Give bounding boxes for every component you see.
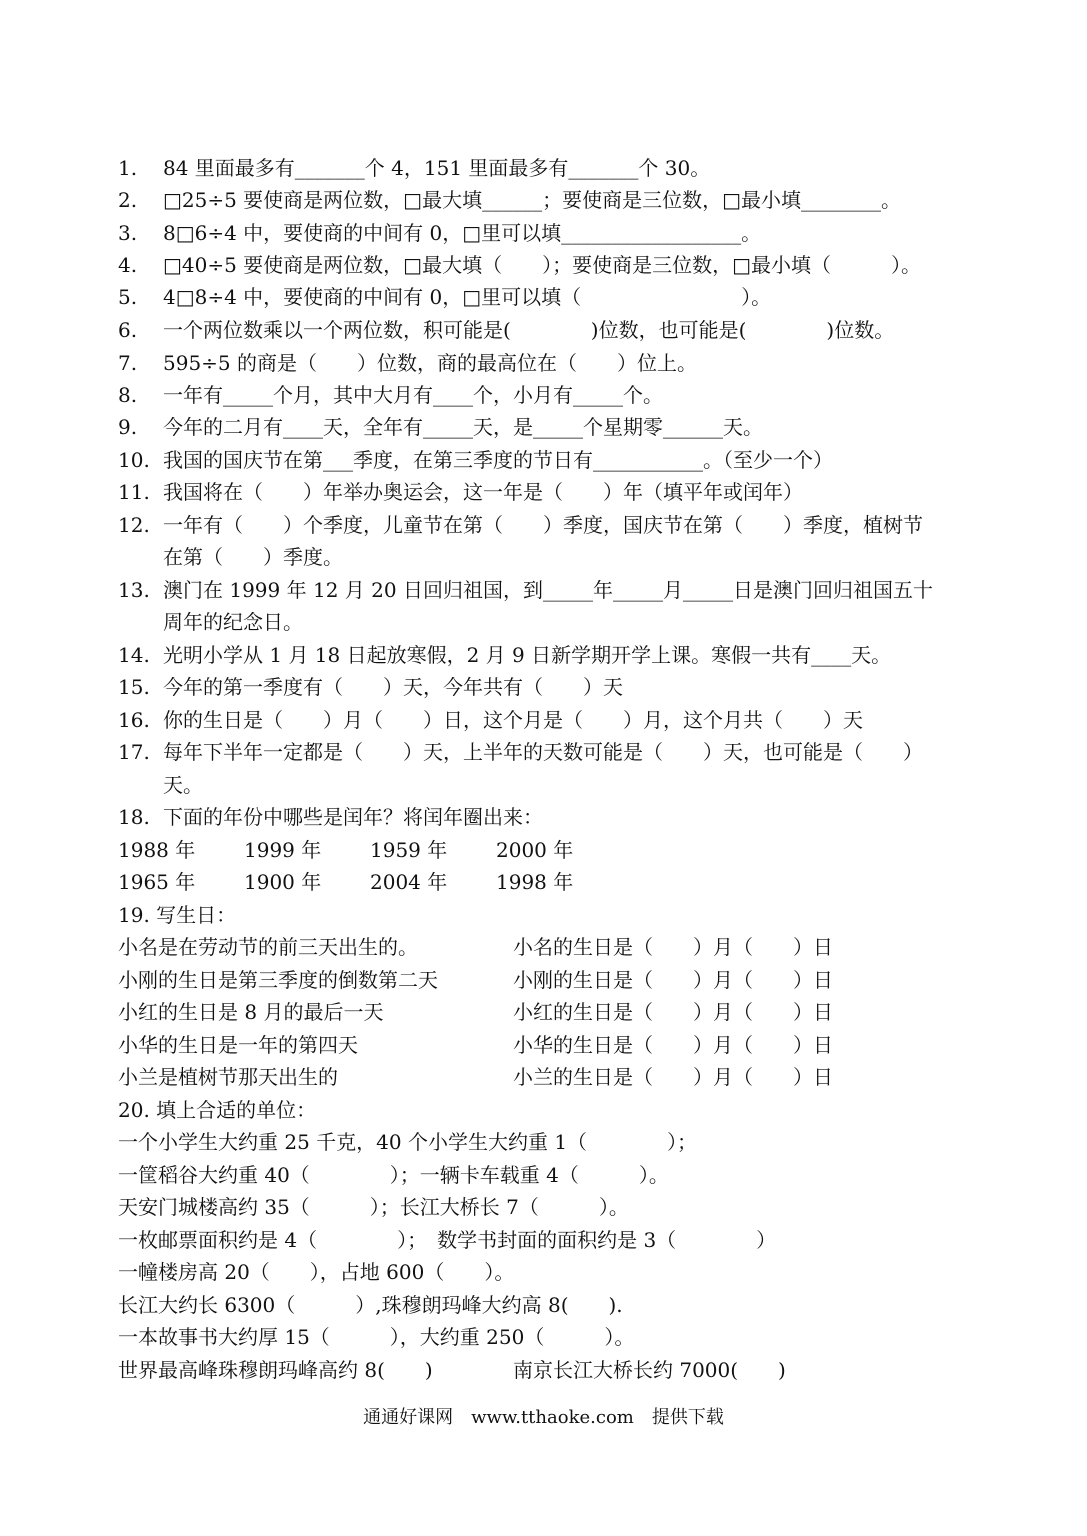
question-number: 12.	[118, 513, 150, 537]
question-number: 2.	[118, 188, 138, 212]
question-text: 周年的纪念日。	[163, 610, 303, 634]
question-number: 10.	[118, 448, 150, 472]
question-text: 下面的年份中哪些是闰年？将闰年圈出来：	[163, 805, 543, 829]
birthday-answer: 小红的生日是（ ）月（ ）日	[513, 1000, 833, 1024]
year-item: 1988 年	[118, 838, 196, 862]
question-number: 7.	[118, 351, 138, 375]
unit-line: 一枚邮票面积约是 4（ ）； 数学书封面的面积约是 3（ ）	[118, 1228, 777, 1252]
unit-line: 一幢楼房高 20（ ），占地 600（ ）。	[118, 1260, 515, 1284]
question-text: □25÷5 要使商是两位数，□最大填______；要使商是三位数，□最小填________。	[163, 188, 901, 212]
question-number: 9.	[118, 415, 138, 439]
question-text: 一个两位数乘以一个两位数，积可能是( )位数，也可能是( )位数。	[163, 318, 895, 342]
question-number: 11.	[118, 480, 150, 504]
unit-line: 长江大约长 6300（ ）,珠穆朗玛峰大约高 8( ).	[118, 1293, 623, 1317]
question-number: 5.	[118, 285, 138, 309]
unit-line: 一个小学生大约重 25 千克，40 个小学生大约重 1（ ）；	[118, 1130, 698, 1154]
year-item: 2004 年	[370, 870, 448, 894]
question-text: 每年下半年一定都是（ ）天，上半年的天数可能是（ ）天，也可能是（ ）	[163, 740, 923, 764]
unit-item: 世界最高峰珠穆朗玛峰高约 8( )	[118, 1358, 433, 1382]
unit-line: 一本故事书大约厚 15（ ），大约重 250（ ）。	[118, 1325, 635, 1349]
question-number: 16.	[118, 708, 150, 732]
question-text: 595÷5 的商是（ ）位数，商的最高位在（ ）位上。	[163, 351, 698, 375]
question-number: 14.	[118, 643, 150, 667]
question-number: 6.	[118, 318, 138, 342]
question-number: 18.	[118, 805, 150, 829]
question-text: 在第（ ）季度。	[163, 545, 343, 569]
question-text: 一年有（ ）个季度，儿童节在第（ ）季度，国庆节在第（ ）季度，植树节	[163, 513, 923, 537]
question-number: 17.	[118, 740, 150, 764]
birthday-clue: 小兰是植树节那天出生的	[118, 1065, 338, 1089]
question-20-title: 20. 填上合适的单位：	[118, 1098, 317, 1122]
question-19-title: 19. 写生日：	[118, 903, 237, 927]
question-text: 今年的二月有____天，全年有_____天，是_____个星期零______天。	[163, 415, 763, 439]
question-text: 今年的第一季度有（ ）天，今年共有（ ）天	[163, 675, 623, 699]
birthday-clue: 小名是在劳动节的前三天出生的。	[118, 935, 418, 959]
year-item: 1999 年	[244, 838, 322, 862]
question-number: 15.	[118, 675, 150, 699]
year-item: 1998 年	[496, 870, 574, 894]
question-number: 1.	[118, 156, 138, 180]
question-text: 我国将在（ ）年举办奥运会，这一年是（ ）年（填平年或闰年）	[163, 480, 803, 504]
question-text: 4□8÷4 中，要使商的中间有 0，□里可以填（ ）。	[163, 285, 772, 309]
question-text: 天。	[163, 773, 203, 797]
question-text: 澳门在 1999 年 12 月 20 日回归祖国，到_____年_____月_____日是澳门回归祖国五十	[163, 578, 933, 602]
birthday-answer: 小兰的生日是（ ）月（ ）日	[513, 1065, 833, 1089]
birthday-answer: 小华的生日是（ ）月（ ）日	[513, 1033, 833, 1057]
question-text: 84 里面最多有_______个 4，151 里面最多有_______个 30。	[163, 156, 711, 180]
unit-line: 天安门城楼高约 35（ ）；长江大桥长 7（ ）。	[118, 1195, 629, 1219]
year-item: 2000 年	[496, 838, 574, 862]
question-number: 4.	[118, 253, 138, 277]
question-number: 8.	[118, 383, 138, 407]
year-item: 1900 年	[244, 870, 322, 894]
question-text: □40÷5 要使商是两位数，□最大填（ ）；要使商是三位数，□最小填（ ）。	[163, 253, 921, 277]
birthday-answer: 小刚的生日是（ ）月（ ）日	[513, 968, 833, 992]
question-number: 13.	[118, 578, 150, 602]
question-text: 你的生日是（ ）月（ ）日，这个月是（ ）月，这个月共（ ）天	[163, 708, 863, 732]
birthday-answer: 小名的生日是（ ）月（ ）日	[513, 935, 833, 959]
unit-item: 南京长江大桥长约 7000( )	[513, 1358, 786, 1382]
year-item: 1965 年	[118, 870, 196, 894]
unit-line: 一筐稻谷大约重 40（ ）；一辆卡车载重 4（ ）。	[118, 1163, 669, 1187]
birthday-clue: 小红的生日是 8 月的最后一天	[118, 1000, 384, 1024]
question-text: 光明小学从 1 月 18 日起放寒假，2 月 9 日新学期开学上课。寒假一共有____天。	[163, 643, 892, 667]
birthday-clue: 小刚的生日是第三季度的倒数第二天	[118, 968, 438, 992]
question-number: 3.	[118, 221, 138, 245]
page-footer: 通通好课网 www.tthaoke.com 提供下载	[363, 1407, 724, 1428]
question-text: 我国的国庆节在第___季度，在第三季度的节日有___________。（至少一个）	[163, 448, 833, 472]
year-item: 1959 年	[370, 838, 448, 862]
question-text: 8□6÷4 中，要使商的中间有 0，□里可以填__________________。	[163, 221, 762, 245]
birthday-clue: 小华的生日是一年的第四天	[118, 1033, 358, 1057]
question-text: 一年有_____个月，其中大月有____个，小月有_____个。	[163, 383, 663, 407]
